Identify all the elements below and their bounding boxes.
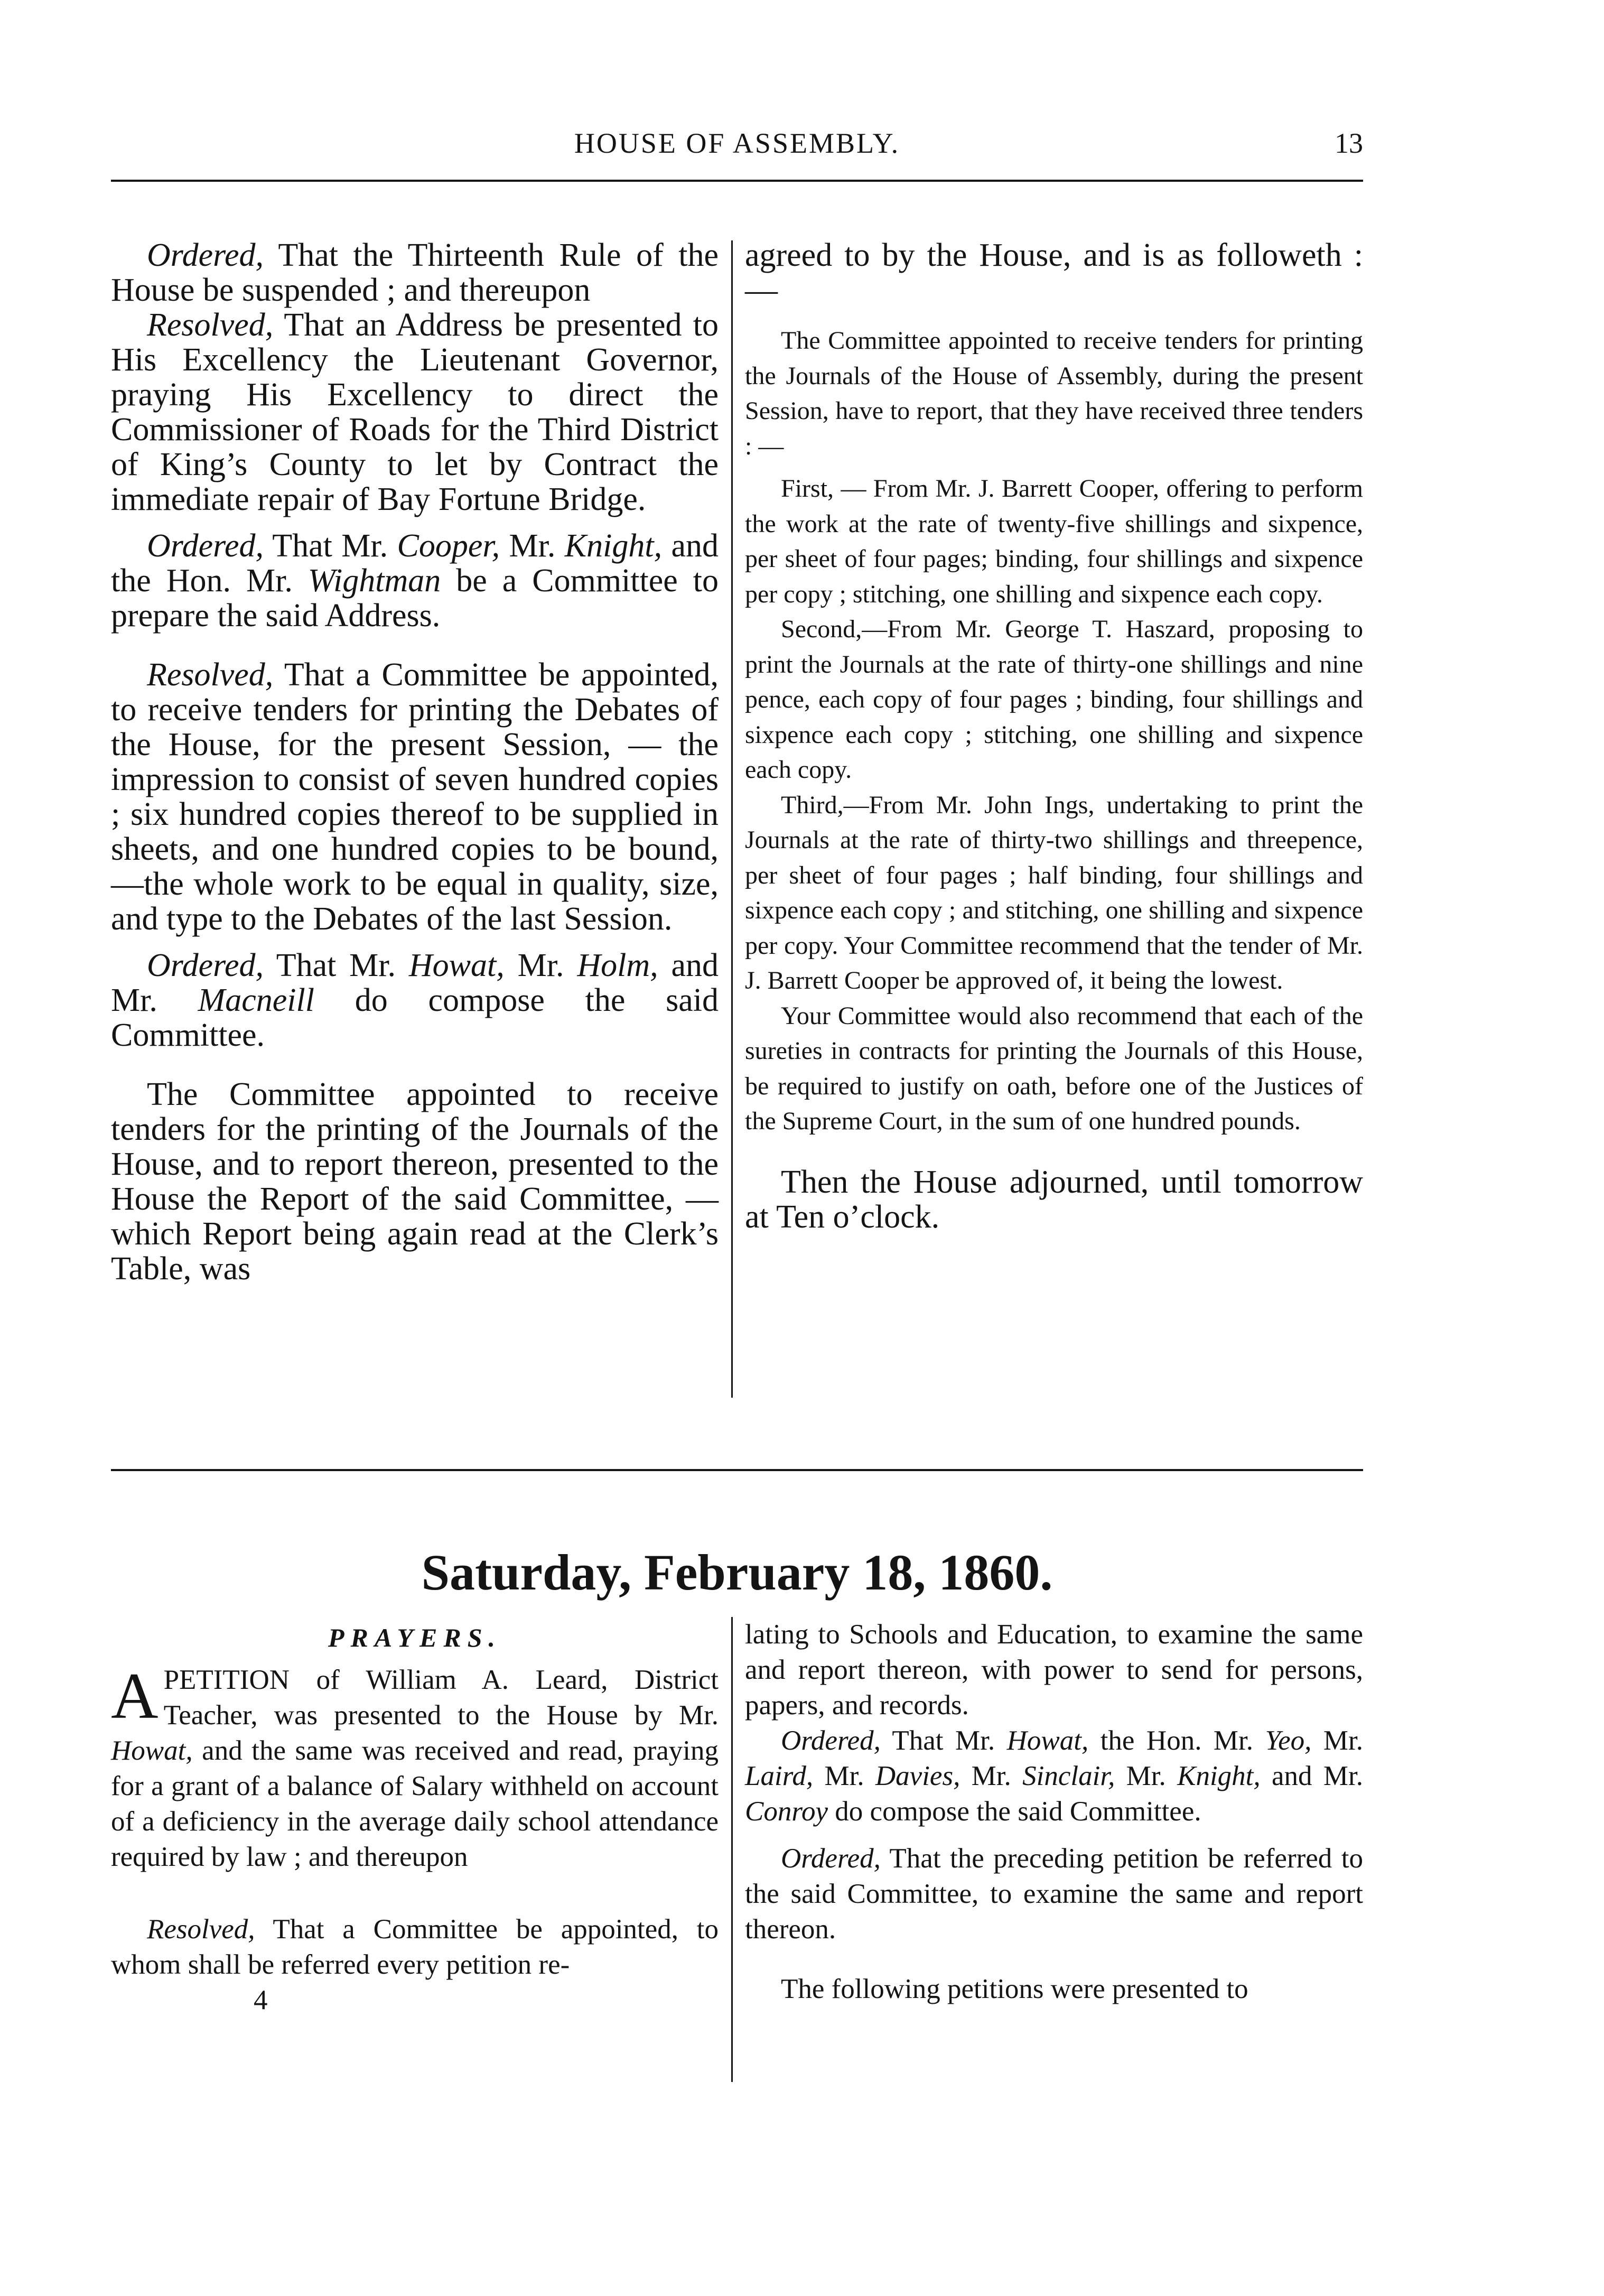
petition-paragraph [111, 1662, 719, 1875]
bottom-right-paragraph: Ordered, That Mr. Howat, the Hon. Mr. Yeo, Mr. Laird, Mr. Davies, Mr. Sinclair, Mr. Knight, and Mr. Conroy do compose the said Committee. [745, 1725, 1363, 1827]
bottom-right-paragraph: Ordered, That the preceding petition be referred to the said Committee, to examine the same and report thereon. [745, 1843, 1363, 1945]
top-right-column [745, 238, 1363, 1234]
column-divider [731, 1617, 733, 2082]
running-head-title: HOUSE OF ASSEMBLY. [574, 127, 900, 159]
resolved-paragraph: Resolved, That a Committee be appointed, to whom shall be referred every petition re- [111, 1914, 719, 1980]
bottom-right-paragraph: lating to Schools and Education, to examine the same and report thereon, with power to send for persons, papers, and records. [745, 1619, 1363, 1721]
report-paragraph: Second,—From Mr. George T. Haszard, proposing to print the Journals at the rate of thirty-one shillings and nine pence, each copy of four pages ; binding, four shillings and sixpence each copy ; stitching, one shilling and sixpence each copy. [745, 615, 1363, 784]
header-rule [111, 180, 1363, 182]
committee-report [745, 323, 1363, 1139]
report-paragraph: The Committee appointed to receive tenders for printing the Journals of the House of Assembly, during the present Session, have to report, that they have received three tenders : — [745, 327, 1363, 460]
bottom-right-paragraph: The following petitions were presented to [781, 1974, 1248, 2004]
top-left-paragraph: Ordered, That Mr. Cooper, Mr. Knight, and the Hon. Mr. Wightman be a Committee to prepare the said Address. [111, 528, 719, 634]
top-left-paragraph: Ordered, That the Thirteenth Rule of the House be suspended ; and thereupon [111, 237, 719, 308]
top-left-paragraph: Ordered, That Mr. Howat, Mr. Holm, and Mr. Macneill do compose the said Committee. [111, 947, 719, 1053]
report-lead: agreed to by the House, and is as followeth : — [745, 237, 1363, 308]
column-divider [731, 240, 733, 1398]
adjournment: Then the House adjourned, until tomorrow at Ten o’clock. [745, 1164, 1363, 1235]
prayers-heading: PRAYERS. [328, 1623, 502, 1652]
report-paragraph: Your Committee would also recommend that each of the sureties in contracts for printing the Journals of this House, be required to justify on oath, before one of the Justices of the Supreme Court, in the sum of one hundred pounds. [745, 1001, 1363, 1135]
bottom-left-column [111, 1622, 719, 2018]
drop-cap: A [111, 1660, 158, 1732]
top-left-paragraph: Resolved, That a Committee be appointed, to receive tenders for printing the Debates of the House, for the present Session, — the impression to consist of seven hundred copies ; six hundred copies thereof to be supplied in sheets, and one hundred copies to be bound,—the whole work to be equal in quality, size, and type to the Debates of the last Session. [111, 657, 719, 937]
report-paragraph: First, — From Mr. J. Barrett Cooper, offering to perform the work at the rate of twenty-five shillings and sixpence, per sheet of four pages; binding, four shillings and sixpence per copy ; stitching, one shilling and sixpence each copy. [745, 475, 1363, 608]
top-left-paragraph: Resolved, That an Address be presented to His Excellency the Lieutenant Governor, praying His Excellency to direct the Commissioner of Roads for the Third District of King’s County to let by Contract the immediate repair of Bay Fortune Bridge. [111, 307, 719, 517]
bottom-right-column [745, 1617, 1363, 2007]
petition-text: PETITION of William A. Leard, District Teacher, was presented to the House by Mr. Howat, and the same was received and read, praying for a grant of a balance of Salary withheld on account of a deficiency in the average daily school attendance required by law ; and thereupon [111, 1665, 719, 1872]
report-paragraph: Third,—From Mr. John Ings, undertaking to print the Journals at the rate of thirty-two shillings and threepence, per sheet of four pages ; half binding, four shillings and sixpence each copy ; and stitching, one shilling and sixpence per copy. Your Committee recommend that the tender of Mr. J. Barrett Cooper be approved of, it being the lowest. [745, 791, 1363, 994]
section-rule [111, 1469, 1363, 1471]
top-left-paragraph: The Committee appointed to receive tenders for the printing of the Journals of the House, and to report thereon, presented to the House the Report of the said Committee, — which Report being again read at the Clerk’s Table, was [111, 1076, 719, 1287]
top-left-column [111, 238, 719, 1286]
folio-signature: 4 [254, 1985, 268, 2015]
running-head [111, 127, 1363, 169]
day-heading: Saturday, February 18, 1860. [421, 1544, 1053, 1601]
page-number: 13 [1335, 127, 1363, 159]
